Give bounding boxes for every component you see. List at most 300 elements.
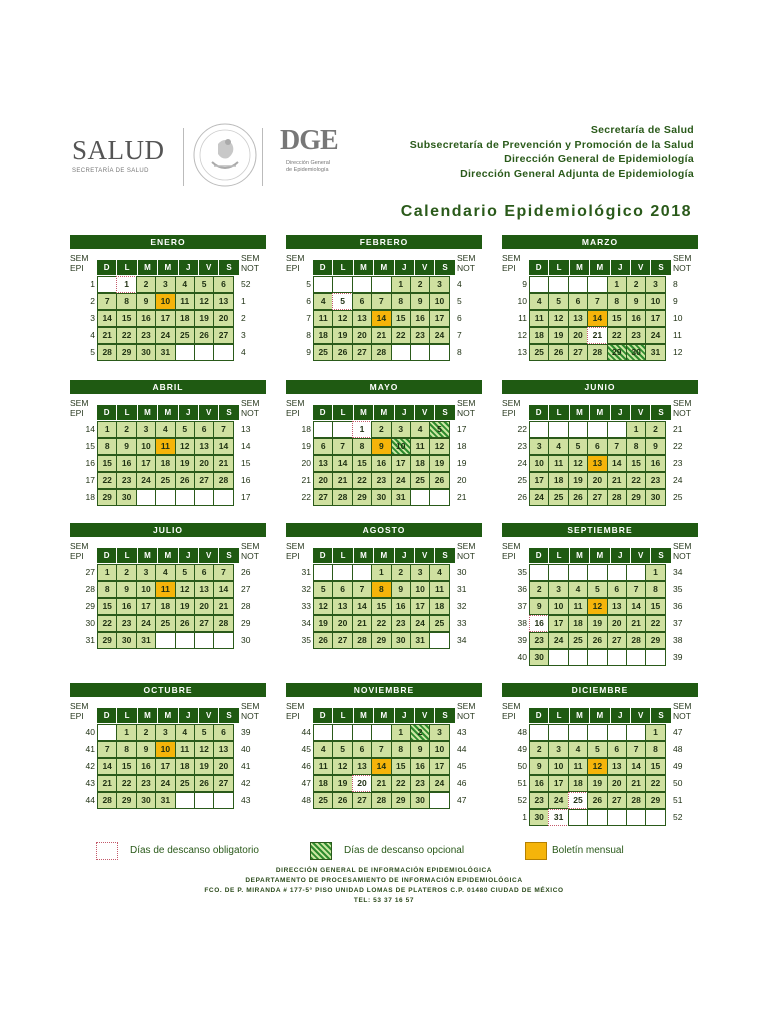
day-cell: 30 — [529, 809, 549, 826]
day-cell: 14 — [607, 455, 627, 472]
day-cell: 19 — [194, 758, 214, 775]
day-cell: 19 — [568, 472, 588, 489]
salud-logo — [72, 135, 168, 185]
week-row — [70, 564, 266, 581]
day-cell: 19 — [429, 455, 449, 472]
epi-week-number: 5 — [306, 279, 311, 289]
salud-logo-sub: SECRETARÍA DE SALUD — [72, 168, 149, 174]
day-cell: 7 — [587, 293, 607, 310]
empty-day-cell — [529, 276, 549, 293]
day-cell: 8 — [626, 438, 646, 455]
weekday-label: M — [590, 405, 610, 420]
legend-label-opcional: Días de descanso opcional — [344, 845, 465, 856]
weekday-label: S — [651, 708, 671, 723]
day-cell: 18 — [548, 472, 568, 489]
weekday-label: J — [395, 260, 415, 275]
day-cell: 12 — [429, 438, 449, 455]
day-cells — [313, 724, 449, 741]
day-cell: 26 — [194, 327, 214, 344]
weekday-label: V — [415, 708, 435, 723]
day-cell: 14 — [352, 598, 372, 615]
month-abril — [70, 380, 266, 506]
day-cell: 1 — [97, 421, 117, 438]
day-cell: 18 — [155, 455, 175, 472]
day-cell: 25 — [155, 472, 175, 489]
not-week-number: 16 — [241, 475, 251, 485]
day-cell: 30 — [136, 792, 156, 809]
not-week-number: 4 — [241, 347, 246, 357]
day-cells — [97, 581, 233, 598]
day-cell: 1 — [371, 564, 391, 581]
day-cell: 12 — [175, 438, 195, 455]
not-week-number: 47 — [457, 795, 467, 805]
day-cell: 5 — [332, 293, 352, 310]
epi-week-number: 2 — [90, 296, 95, 306]
day-cell: 6 — [587, 438, 607, 455]
day-cell: 8 — [645, 741, 665, 758]
month-name: OCTUBRE — [70, 683, 266, 697]
weekday-label: M — [590, 708, 610, 723]
day-cell: 21 — [607, 472, 627, 489]
day-cell: 28 — [213, 615, 233, 632]
not-week-number: 37 — [673, 618, 683, 628]
day-cell: 26 — [568, 489, 588, 506]
sem-label: SEM — [241, 253, 260, 263]
weekday-row — [97, 260, 240, 275]
weekday-label: J — [179, 548, 199, 563]
logo-divider-2 — [262, 128, 263, 186]
legend — [96, 842, 696, 862]
empty-day-cell — [568, 649, 588, 666]
day-cell: 9 — [371, 438, 391, 455]
day-cell: 23 — [136, 775, 156, 792]
day-cell: 17 — [429, 758, 449, 775]
empty-day-cell — [194, 792, 214, 809]
week-header — [502, 394, 698, 421]
not-week-number: 2 — [241, 313, 246, 323]
day-cell: 2 — [410, 276, 430, 293]
day-cell: 14 — [626, 758, 646, 775]
sem-not-label — [673, 541, 699, 561]
weekday-label: L — [333, 708, 353, 723]
week-row — [70, 581, 266, 598]
week-row — [502, 758, 698, 775]
empty-day-cell — [429, 344, 449, 361]
day-cell: 3 — [410, 564, 430, 581]
weekday-label: J — [395, 708, 415, 723]
day-cell: 9 — [410, 741, 430, 758]
week-row — [502, 293, 698, 310]
day-cell: 25 — [548, 489, 568, 506]
weekday-label: V — [199, 708, 219, 723]
empty-day-cell — [332, 276, 352, 293]
day-cell: 20 — [352, 775, 372, 792]
sem-epi-label — [70, 701, 96, 721]
day-cell: 20 — [568, 327, 588, 344]
day-cell: 5 — [587, 741, 607, 758]
week-row — [502, 310, 698, 327]
day-cell: 25 — [429, 615, 449, 632]
day-cells — [313, 581, 449, 598]
day-cell: 23 — [391, 615, 411, 632]
weekday-row — [313, 708, 456, 723]
sem-label: SEM — [502, 253, 521, 263]
day-cell: 20 — [332, 615, 352, 632]
day-cells — [313, 598, 449, 615]
day-cell: 17 — [548, 615, 568, 632]
week-row — [70, 344, 266, 361]
mexico-seal-icon — [192, 122, 258, 188]
day-cell: 11 — [155, 581, 175, 598]
week-row — [502, 276, 698, 293]
not-label: NOT — [241, 263, 259, 273]
day-cell: 24 — [645, 327, 665, 344]
day-cells — [529, 276, 665, 293]
week-row — [286, 632, 482, 649]
sem-epi-label — [70, 541, 96, 561]
day-cell: 21 — [371, 775, 391, 792]
day-cell: 16 — [136, 310, 156, 327]
day-cell: 27 — [587, 489, 607, 506]
month-name: AGOSTO — [286, 523, 482, 537]
day-cell: 3 — [136, 564, 156, 581]
week-row — [502, 741, 698, 758]
epi-week-number: 50 — [517, 761, 527, 771]
empty-day-cell — [175, 344, 195, 361]
day-cell: 28 — [97, 344, 117, 361]
day-cells — [529, 741, 665, 758]
month-name: ABRIL — [70, 380, 266, 394]
not-week-number: 30 — [241, 635, 251, 645]
day-cell: 5 — [587, 581, 607, 598]
day-cells — [97, 310, 233, 327]
week-row — [502, 581, 698, 598]
sem-label: SEM — [241, 398, 260, 408]
day-cell: 8 — [391, 293, 411, 310]
not-week-number: 18 — [457, 441, 467, 451]
day-cell: 29 — [116, 792, 136, 809]
empty-day-cell — [607, 421, 627, 438]
day-cells — [529, 293, 665, 310]
day-cell: 2 — [645, 421, 665, 438]
footer-line-4: TEL: 53 37 16 57 — [353, 897, 415, 904]
day-cells — [313, 472, 449, 489]
day-cell: 2 — [529, 741, 549, 758]
day-cell: 29 — [645, 632, 665, 649]
day-cells — [97, 438, 233, 455]
empty-day-cell — [607, 724, 627, 741]
day-cell: 3 — [136, 421, 156, 438]
day-cell: 15 — [116, 758, 136, 775]
week-row — [70, 758, 266, 775]
empty-day-cell — [587, 564, 607, 581]
week-row — [286, 564, 482, 581]
day-cell: 19 — [175, 455, 195, 472]
epi-week-number: 12 — [517, 330, 527, 340]
not-week-number: 30 — [457, 567, 467, 577]
weekday-label: M — [570, 548, 590, 563]
epi-week-number: 20 — [301, 458, 311, 468]
day-cells — [529, 455, 665, 472]
day-cell: 8 — [116, 741, 136, 758]
day-cells — [97, 615, 233, 632]
empty-day-cell — [155, 632, 175, 649]
empty-day-cell — [607, 649, 627, 666]
day-cell: 18 — [155, 598, 175, 615]
week-row — [502, 792, 698, 809]
epi-week-number: 17 — [85, 475, 95, 485]
day-cell: 13 — [332, 598, 352, 615]
not-week-number: 45 — [457, 761, 467, 771]
day-cell: 15 — [645, 758, 665, 775]
sem-not-label — [673, 253, 699, 273]
day-cell: 19 — [587, 615, 607, 632]
epi-week-number: 1 — [522, 812, 527, 822]
day-cell: 20 — [607, 615, 627, 632]
sem-epi-label — [286, 541, 312, 561]
day-cell: 12 — [313, 598, 333, 615]
day-cell: 3 — [429, 276, 449, 293]
day-cell: 29 — [391, 792, 411, 809]
weekday-label: M — [354, 260, 374, 275]
sem-label: SEM — [241, 541, 260, 551]
sem-label: SEM — [286, 541, 305, 551]
day-cell: 22 — [116, 327, 136, 344]
day-cell: 30 — [645, 489, 665, 506]
epi-label: EPI — [286, 711, 300, 721]
day-cell: 14 — [332, 455, 352, 472]
empty-day-cell — [313, 724, 333, 741]
weekday-label: D — [313, 405, 333, 420]
day-cell: 28 — [607, 489, 627, 506]
day-cell: 24 — [155, 775, 175, 792]
month-name: MARZO — [502, 235, 698, 249]
month-julio — [70, 523, 266, 649]
day-cell: 21 — [332, 472, 352, 489]
not-week-number: 25 — [673, 492, 683, 502]
day-cell: 10 — [645, 293, 665, 310]
epi-week-number: 41 — [85, 744, 95, 754]
empty-day-cell — [587, 724, 607, 741]
day-cell: 16 — [116, 455, 136, 472]
day-cell: 9 — [116, 438, 136, 455]
empty-day-cell — [194, 632, 214, 649]
day-cell: 17 — [548, 775, 568, 792]
day-cell: 28 — [332, 489, 352, 506]
day-cell: 23 — [116, 615, 136, 632]
empty-day-cell — [548, 564, 568, 581]
week-row — [70, 615, 266, 632]
month-name: NOVIEMBRE — [286, 683, 482, 697]
day-cell: 11 — [429, 581, 449, 598]
day-cell: 14 — [587, 310, 607, 327]
day-cell: 5 — [175, 421, 195, 438]
epi-label: EPI — [286, 551, 300, 561]
footer-line-2: DEPARTAMENTO DE PROCESAMIENTO DE INFORMACIÓN EPIDEMIOLÓGICA — [245, 877, 523, 884]
weekday-label: M — [374, 548, 394, 563]
day-cell: 7 — [352, 581, 372, 598]
weekday-label: S — [651, 260, 671, 275]
weekday-label: J — [179, 708, 199, 723]
weekday-label: J — [179, 260, 199, 275]
day-cell: 27 — [568, 344, 588, 361]
weekday-row — [97, 708, 240, 723]
not-week-number: 43 — [241, 795, 251, 805]
week-header — [502, 249, 698, 276]
day-cell: 3 — [155, 276, 175, 293]
day-cell: 1 — [391, 724, 411, 741]
not-week-number: 5 — [457, 296, 462, 306]
empty-day-cell — [607, 809, 627, 826]
weekday-label: S — [435, 708, 455, 723]
empty-day-cell — [213, 632, 233, 649]
day-cell: 31 — [410, 632, 430, 649]
day-cells — [97, 276, 233, 293]
epi-label: EPI — [70, 551, 84, 561]
day-cells — [529, 598, 665, 615]
weekday-label: S — [651, 548, 671, 563]
day-cell: 28 — [352, 632, 372, 649]
header-line-1: Secretaría de Salud — [590, 124, 694, 136]
empty-day-cell — [313, 421, 333, 438]
day-cell: 13 — [194, 438, 214, 455]
day-cell: 27 — [332, 632, 352, 649]
day-cell: 19 — [313, 615, 333, 632]
weekday-label: M — [138, 405, 158, 420]
weekday-row — [313, 260, 456, 275]
day-cell: 13 — [607, 758, 627, 775]
day-cells — [313, 564, 449, 581]
day-cell: 10 — [429, 741, 449, 758]
not-week-number: 39 — [673, 652, 683, 662]
day-cell: 31 — [645, 344, 665, 361]
legend-swatch-boletin — [525, 842, 547, 860]
week-row — [286, 455, 482, 472]
month-name: JUNIO — [502, 380, 698, 394]
weekday-label: M — [158, 708, 178, 723]
day-cell: 7 — [332, 438, 352, 455]
day-cell: 2 — [410, 724, 430, 741]
day-cell: 8 — [607, 293, 627, 310]
month-octubre — [70, 683, 266, 809]
month-mayo — [286, 380, 482, 506]
sem-not-label — [457, 253, 483, 273]
empty-day-cell — [410, 344, 430, 361]
day-cells — [313, 438, 449, 455]
day-cell: 24 — [429, 775, 449, 792]
day-cell: 9 — [529, 758, 549, 775]
sem-not-label — [457, 541, 483, 561]
week-row — [286, 792, 482, 809]
day-cell: 27 — [313, 489, 333, 506]
footer-line-1: DIRECCIÓN GENERAL DE INFORMACIÓN EPIDEMIOLÓGICA — [275, 867, 493, 874]
day-cell: 9 — [391, 581, 411, 598]
day-cell: 7 — [97, 293, 117, 310]
not-week-number: 10 — [673, 313, 683, 323]
month-diciembre — [502, 683, 698, 826]
day-cell: 15 — [97, 455, 117, 472]
epi-week-number: 27 — [85, 567, 95, 577]
day-cell: 19 — [548, 327, 568, 344]
day-cell: 18 — [313, 775, 333, 792]
empty-day-cell — [626, 649, 646, 666]
day-cell: 30 — [391, 632, 411, 649]
sem-epi-label — [286, 253, 312, 273]
day-cells — [97, 758, 233, 775]
day-cells — [313, 758, 449, 775]
day-cell: 10 — [136, 581, 156, 598]
day-cell: 20 — [194, 455, 214, 472]
weekday-label: V — [415, 405, 435, 420]
epi-label: EPI — [502, 551, 516, 561]
not-week-number: 33 — [457, 618, 467, 628]
empty-day-cell — [213, 344, 233, 361]
epi-week-number: 21 — [301, 475, 311, 485]
day-cell: 16 — [529, 775, 549, 792]
day-cell: 12 — [548, 310, 568, 327]
empty-day-cell — [175, 632, 195, 649]
day-cell: 3 — [645, 276, 665, 293]
day-cell: 29 — [352, 489, 372, 506]
day-cell: 12 — [194, 741, 214, 758]
epi-week-number: 40 — [517, 652, 527, 662]
weekday-label: L — [333, 405, 353, 420]
day-cell: 4 — [175, 724, 195, 741]
empty-day-cell — [548, 276, 568, 293]
day-cells — [529, 649, 665, 666]
not-week-number: 35 — [673, 584, 683, 594]
sem-epi-label — [502, 701, 528, 721]
week-row — [286, 741, 482, 758]
not-week-number: 34 — [673, 567, 683, 577]
day-cell: 11 — [529, 310, 549, 327]
week-row — [502, 472, 698, 489]
not-week-number: 46 — [457, 778, 467, 788]
day-cell: 22 — [607, 327, 627, 344]
epi-week-number: 42 — [85, 761, 95, 771]
not-week-number: 17 — [457, 424, 467, 434]
weekday-label: S — [219, 548, 239, 563]
not-week-number: 28 — [241, 601, 251, 611]
day-cell: 4 — [155, 421, 175, 438]
empty-day-cell — [97, 724, 117, 741]
day-cells — [313, 489, 449, 506]
day-cell: 16 — [410, 758, 430, 775]
day-cell: 2 — [136, 724, 156, 741]
day-cell: 18 — [568, 615, 588, 632]
day-cells — [313, 455, 449, 472]
empty-day-cell — [587, 421, 607, 438]
day-cell: 25 — [175, 327, 195, 344]
day-cell: 11 — [155, 438, 175, 455]
day-cell: 20 — [194, 598, 214, 615]
day-cells — [97, 344, 233, 361]
day-cell: 3 — [548, 581, 568, 598]
day-cell: 3 — [529, 438, 549, 455]
not-week-number: 15 — [241, 458, 251, 468]
empty-day-cell — [568, 564, 588, 581]
epi-week-number: 24 — [517, 458, 527, 468]
day-cell: 16 — [529, 615, 549, 632]
not-week-number: 9 — [673, 296, 678, 306]
day-cell: 28 — [371, 792, 391, 809]
day-cell: 22 — [371, 615, 391, 632]
day-cell: 24 — [548, 632, 568, 649]
day-cell: 4 — [313, 293, 333, 310]
day-cells — [97, 741, 233, 758]
sem-label: SEM — [673, 398, 692, 408]
day-cell: 24 — [155, 327, 175, 344]
